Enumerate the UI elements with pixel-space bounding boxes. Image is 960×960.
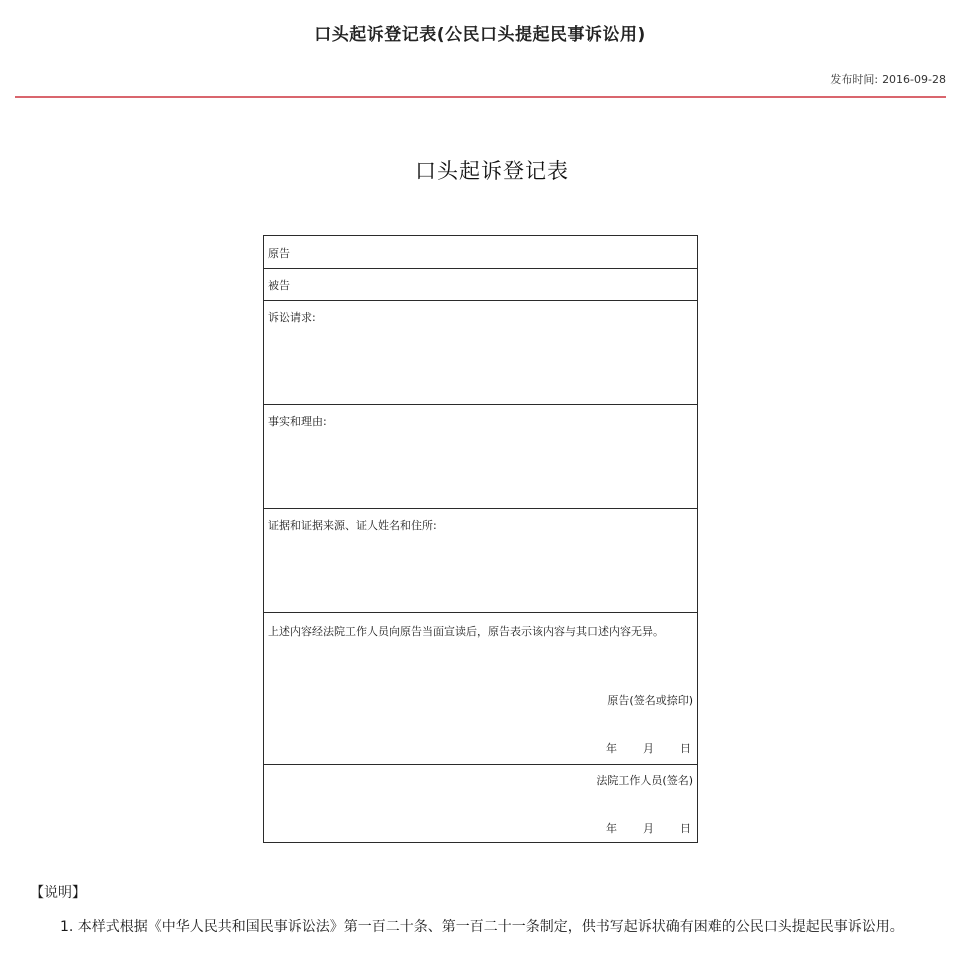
notes-item-1: 1. 本样式根据《中华人民共和国民事诉讼法》第一百二十条、第一百二十一条制定，供书写起诉状确有困难的公民口头提起民事诉讼用。 <box>60 919 904 935</box>
registration-form-table <box>263 235 698 843</box>
notes-title: 【说明】 <box>30 885 86 901</box>
date-day-label: 日 <box>680 822 691 835</box>
plaintiff-row <box>264 236 697 269</box>
claims-label: 诉讼请求: <box>268 311 316 324</box>
staff-date-line <box>606 820 691 836</box>
confirmation-text: 上述内容经法院工作人员向原告当面宣读后，原告表示该内容与其口述内容无异。 <box>268 625 664 638</box>
evidence-label: 证据和证据来源、证人姓名和住所: <box>268 519 437 532</box>
publish-label: 发布时间: <box>830 73 879 86</box>
date-month-label: 月 <box>643 822 654 835</box>
plaintiff-date-line <box>606 740 691 756</box>
title-divider <box>15 96 946 98</box>
defendant-label: 被告 <box>268 279 290 292</box>
date-day-label: 日 <box>680 742 691 755</box>
claims-row <box>264 300 697 405</box>
plaintiff-signature-label: 原告(签名或捺印) <box>607 694 693 707</box>
staff-signature-row <box>264 764 697 843</box>
plaintiff-label: 原告 <box>268 247 290 260</box>
evidence-row <box>264 508 697 613</box>
date-year-label: 年 <box>606 822 617 835</box>
facts-row <box>264 404 697 509</box>
facts-label: 事实和理由: <box>268 415 327 428</box>
article-title: 口头起诉登记表(公民口头提起民事诉讼用) <box>314 25 646 45</box>
publish-info <box>830 71 946 87</box>
date-month-label: 月 <box>643 742 654 755</box>
confirmation-row <box>264 612 697 765</box>
defendant-row <box>264 268 697 301</box>
date-year-label: 年 <box>606 742 617 755</box>
form-title: 口头起诉登记表 <box>415 159 569 183</box>
publish-date: 2016-09-28 <box>882 73 946 86</box>
staff-signature-label: 法院工作人员(签名) <box>596 774 693 787</box>
